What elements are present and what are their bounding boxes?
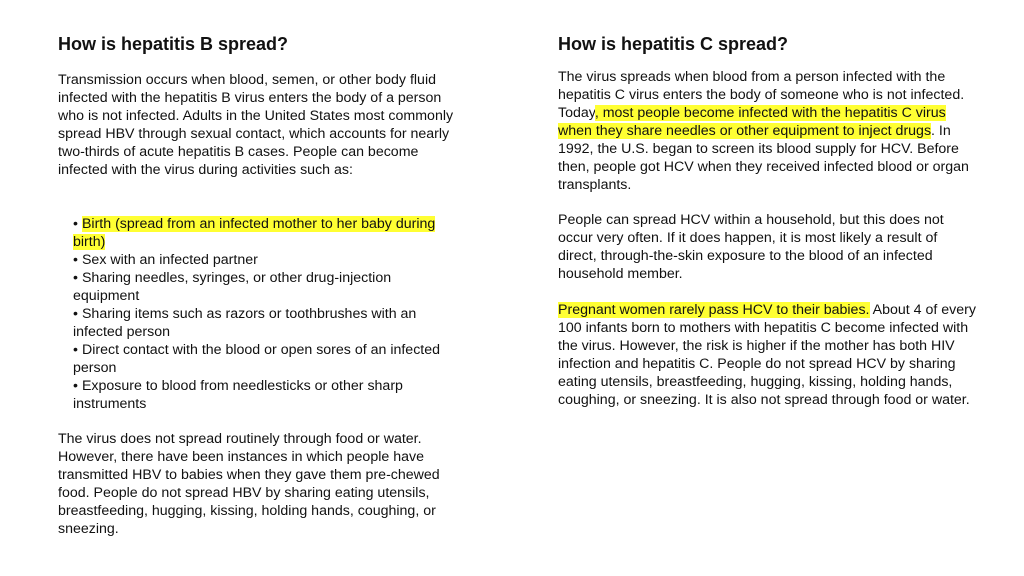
hepatitis-c-transmission-paragraph — [558, 68, 978, 194]
list-item — [73, 269, 418, 305]
list-item-text: Direct contact with the blood or open sores of an infected person — [73, 342, 441, 376]
hepatitis-b-heading: How is hepatitis B spread? — [58, 34, 289, 54]
bullet-glyph: • — [73, 306, 78, 322]
list-item — [73, 215, 468, 251]
hepatitis-b-activity-list — [73, 215, 468, 413]
bullet-glyph: • — [73, 342, 78, 358]
highlighted-text: Pregnant women rarely pass HCV to their babies. — [558, 302, 870, 318]
hepatitis-c-household-paragraph: People can spread HCV within a household, but this does not occur very often. If it does happen, it is most likely a result of direct, through-the-skin exposure to the blood of an infected household member. — [558, 212, 944, 282]
bullet-glyph: • — [73, 216, 78, 232]
hepatitis-b-closing: The virus does not spread routinely through food or water. However, there have been instances in which people have transmitted HBV to babies when they gave them pre-chewed food. People do not spread HBV by sharing eating utensils, breastfeeding, hugging, kissing, holding hands, coughing, or sneezing. — [58, 431, 440, 537]
list-item — [73, 377, 433, 413]
paragraph-text: About 4 of every 100 infants born to mothers with hepatitis C become infected with the virus. However, the risk is higher if the mother has both HIV infection and hepatitis C. People do not spread HCV by sharing eating utensils, breastfeeding, hugging, kissing, holding hands, coughing, or sneezing. It is also not spread through food or water. — [558, 302, 976, 408]
list-item-text: Sharing needles, syringes, or other drug-injection equipment — [73, 270, 392, 304]
list-item-text: Birth (spread from an infected mother to her baby during birth) — [73, 216, 436, 250]
bullet-glyph: • — [73, 252, 78, 268]
bullet-glyph: • — [73, 270, 78, 286]
list-item — [73, 305, 443, 341]
paragraph-text: . In 1992, the U.S. began to screen its blood supply for HCV. Before then, people got HCV when they received infected blood or organ transplants. — [558, 123, 969, 193]
hepatitis-c-heading: How is hepatitis C spread? — [558, 34, 789, 54]
hepatitis-c-pregnancy-paragraph — [558, 301, 983, 409]
list-item-text: Sharing items such as razors or toothbrushes with an infected person — [73, 306, 417, 340]
hepatitis-b-intro: Transmission occurs when blood, semen, or other body fluid infected with the hepatitis B virus enters the body of a person who is not infected. Adults in the United States most commonly spread HBV through sexual contact, which accounts for nearly two-thirds of acute hepatitis B cases. People can become infected with the virus during activities such as: — [58, 72, 454, 178]
list-item — [73, 251, 468, 269]
bullet-glyph: • — [73, 378, 78, 394]
list-item-text: Sex with an infected partner — [81, 252, 258, 268]
paragraph-text: The virus spreads when blood from a person infected with the hepatitis C virus enters the body of someone who is not infected. Today — [558, 69, 965, 121]
list-item — [73, 341, 468, 377]
list-item-text: Exposure to blood from needlesticks or other sharp instruments — [73, 378, 403, 412]
highlighted-text: , most people become infected with the hepatitis C virus when they share needles or other equipment to inject drugs — [558, 105, 946, 139]
